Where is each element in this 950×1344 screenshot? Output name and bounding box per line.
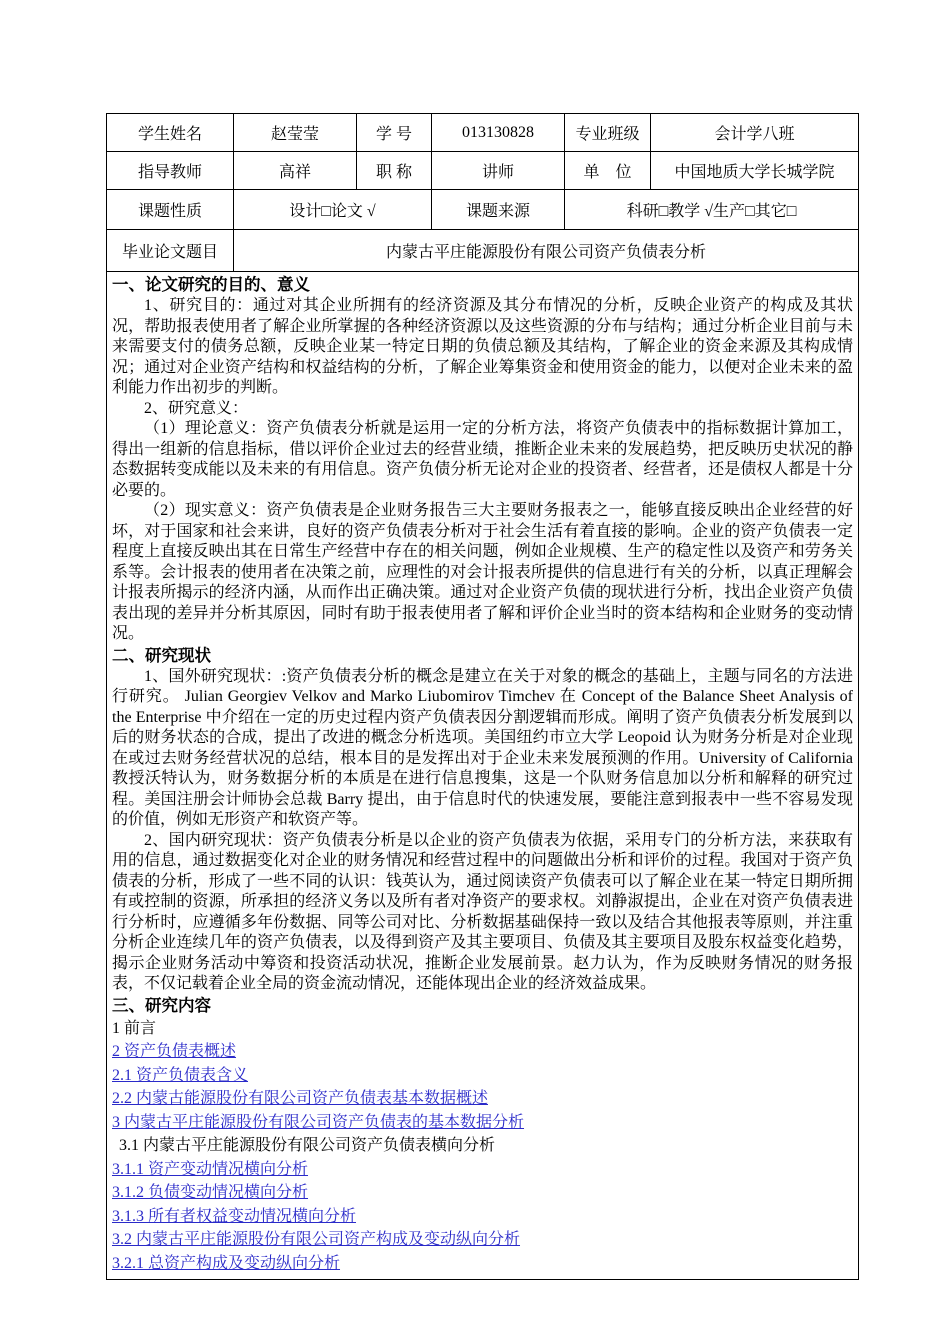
section2-paragraph-foreign: 1、国外研究现状：:资产负债表分析的概念是建立在关于对象的概念的基础上，主题与同名的方法进行研究。 Julian Georgiev Velkov and Marko Liubomirov Timchev 在 Concept of the Balance Sheet Analysis of the Enterprise 中介绍在一定的历史过程内资产负债表因分割逻辑而形成。阐明了资产负债表分析发展到以后的财务状态的合成，提出了改进的概念分析选项。美国纽约市立大学 Leopoid 认为财务分析是对企业现在或过去财务经营状况的总结，根本目的是发挥出对于企业未来发展预测的作用。University of California 教授沃特认为，财务数据分析的本质是在进行信息搜集，这是一个队财务信息加以分析和解释的研究过程。美国注册会计师协会总裁 Barry 提出，由于信息时代的快速发展，要能注意到报表中一些不容易发现的价值，例如无形资产和软资产等。 (112, 667, 853, 828)
thesis-title-label: 毕业论文题目 (107, 230, 234, 272)
proposal-body-cell (107, 272, 859, 1280)
toc-link-3-basic-data-analysis[interactable]: 3 内蒙古平庄能源股份有限公司资产负债表的基本数据分析 (112, 1113, 525, 1131)
topic-source-value: 科研□教学 √生产□其它□ (565, 190, 859, 230)
section3-heading: 三、研究内容 (112, 996, 211, 1015)
toc-link-3-1-2-liability-change[interactable]: 3.1.2 负债变动情况横向分析 (112, 1184, 309, 1201)
class-label: 专业班级 (565, 114, 651, 152)
section1-paragraph-purpose: 1、研究目的：通过对其企业所拥有的经济资源及其分布情况的分析，反映企业资产的构成及其状况，帮助报表使用者了解企业所掌握的各种经济资源以及这些资源的分布与结构；通过分析企业目前与未来需要支付的债务总额，反映企业某一特定日期的负债总额及其结构，了解企业的资金来源及其构成情况；通过对企业资产结构和权益结构的分析，了解企业筹集资金和使用资金的能力，以便对企业未来的盈利能力作出初步的判断。 (112, 297, 853, 396)
advisor-value: 高祥 (234, 152, 357, 190)
student-id-value: 013130828 (432, 114, 565, 152)
topic-source-label: 课题来源 (432, 190, 565, 230)
toc-link-2-2-basic-data-overview[interactable]: 2.2 内蒙古能源股份有限公司资产负债表基本数据概述 (112, 1090, 489, 1107)
job-title-label: 职 称 (357, 152, 432, 190)
section1-paragraph-practical: （2）现实意义：资产负债表是企业财务报告三大主要财务报表之一，能够直接反映出企业经营的好坏，对于国家和社会来讲，良好的资产负债表分析对于社会生活有着直接的影响。企业的资产负债表一定程度上直接反映出其在日常生产经营中存在的相关问题，例如企业规模、生产的稳定性以及资产和劳务关系等。会计报表的使用者在决策之前，应理性的对会计报表所提供的信息进行有关的分析，以真正理解会计报表所揭示的经济内涵，从而作出正确决策。通过对企业资产负债的现状进行分析，找出企业资产负债表出现的差异并分析其原因，同时有助于报表使用者了解和评价企业当时的资本结构和企业财务的变动情况。 (112, 502, 853, 642)
toc-link-2-overview[interactable]: 2 资产负债表概述 (112, 1043, 237, 1060)
thesis-title-value: 内蒙古平庄能源股份有限公司资产负债表分析 (234, 230, 859, 272)
topic-nature-label: 课题性质 (107, 190, 234, 230)
section1-heading: 一、论文研究的目的、意义 (112, 276, 310, 294)
toc-item-3-1-horizontal-analysis: 3.1 内蒙古平庄能源股份有限公司资产负债表横向分析 (119, 1137, 496, 1154)
class-value: 会计学八班 (651, 114, 859, 152)
toc-link-3-2-vertical-analysis[interactable]: 3.2 内蒙古平庄能源股份有限公司资产构成及变动纵向分析 (112, 1231, 521, 1248)
toc-link-3-1-3-equity-change[interactable]: 3.1.3 所有者权益变动情况横向分析 (112, 1207, 357, 1225)
section2-paragraph-domestic: 2、国内研究现状：资产负债表分析是以企业的资产负债表为依据，采用专门的分析方法，来获取有用的信息，通过数据变化对企业的财务情况和经营过程中的问题做出分析和评价的过程。我国对于资产负债表的分析，形成了一些不同的认识：钱英认为，通过阅读资产负债表可以了解企业在某一特定日期所拥有或控制的资源，所承担的经济义务以及所有者对净资产的要求权。刘静淑提出，企业在对资产负债表进行分析时，应遵循多年份数据、同等公司对比、分析数据基础保持一致以及结合其他报表等原则，并注重分析企业连续几年的资产负债表，以及得到资产及其主要项目、负债及其主要项目及股东权益变化趋势，揭示企业财务活动中筹资和投资活动状况，推断企业发展前景。赵力认为，作为反映财务情况的财务报表，不仅记载着企业全局的资金流动情况，还能体现出企业的经济效益成果。 (112, 831, 853, 992)
unit-value: 中国地质大学长城学院 (651, 152, 859, 190)
toc-item-1-foreword: 1 前言 (112, 1019, 157, 1037)
student-name-label: 学生姓名 (107, 114, 234, 152)
section1-paragraph-theoretical: （1）理论意义：资产负债表分析就是运用一定的分析方法，将资产负债表中的指标数据计算加工，得出一组新的信息指标，借以评价企业过去的经营业绩，推断企业未来的发展趋势，把反映历史状况的静态数据转变成能以及未来的有用信息。资产负债分析无论对企业的投资者、经营者，还是债权人都是十分必要的。 (112, 420, 853, 499)
section1-paragraph-significance-lead: 2、研究意义： (144, 399, 249, 417)
toc-link-3-1-1-asset-change[interactable]: 3.1.1 资产变动情况横向分析 (112, 1160, 309, 1178)
advisor-label: 指导教师 (107, 152, 234, 190)
toc-link-3-2-1-total-asset-vertical[interactable]: 3.2.1 总资产构成及变动纵向分析 (112, 1254, 341, 1272)
student-id-label: 学 号 (357, 114, 432, 152)
thesis-proposal-table (106, 113, 859, 1280)
toc-link-2-1-meaning[interactable]: 2.1 资产负债表含义 (112, 1066, 249, 1084)
job-title-value: 讲师 (432, 152, 565, 190)
section2-heading: 二、研究现状 (112, 646, 211, 665)
topic-nature-value: 设计□论文 √ (234, 190, 432, 230)
unit-label: 单 位 (565, 152, 651, 190)
student-name-value: 赵莹莹 (234, 114, 357, 152)
